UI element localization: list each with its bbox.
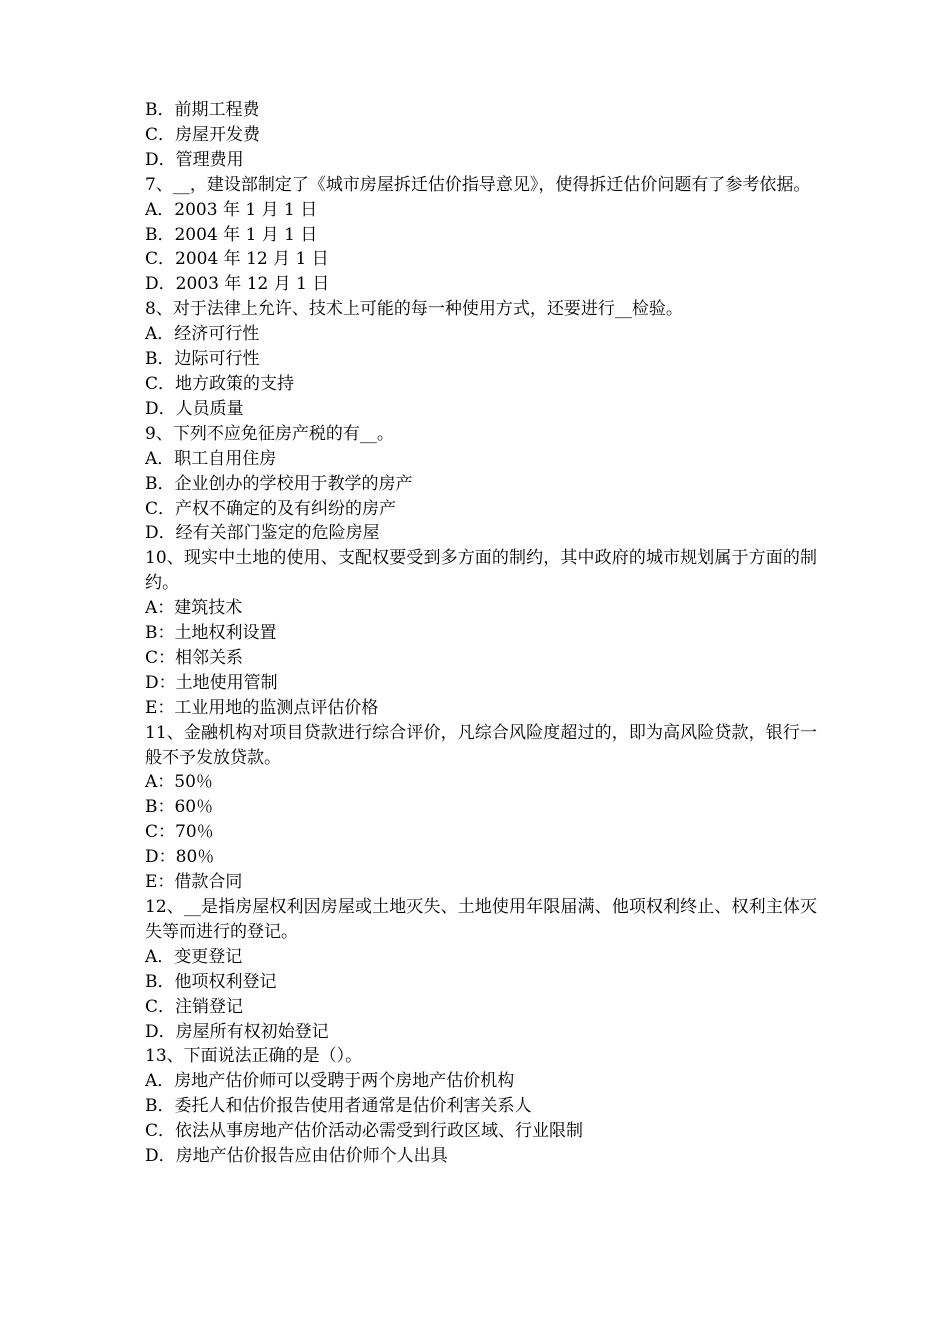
- option-line: D．管理费用: [145, 149, 244, 170]
- option-line: D．房屋所有权初始登记: [145, 1021, 329, 1042]
- option-line: A．2003 年 1 月 1 日: [145, 199, 318, 220]
- option-line: D．房地产估价报告应由估价师个人出具: [145, 1146, 448, 1167]
- option-line: D．2003 年 12 月 1 日: [145, 274, 330, 295]
- option-line: D．人员质量: [145, 398, 244, 419]
- question-text: 8、对于法律上允许、技术上可能的每一种使用方式，还要进行__检验。: [145, 299, 683, 320]
- option-line: A．变更登记: [145, 946, 243, 967]
- question-12: [145, 895, 817, 1044]
- question-text: 9、下列不应免征房产税的有__。: [145, 423, 394, 444]
- question-9: [145, 422, 817, 547]
- option-line: E：借款合同: [145, 872, 243, 893]
- option-line: A．经济可行性: [145, 324, 260, 345]
- option-line: C．注销登记: [145, 996, 244, 1017]
- question-text: 7、__，建设部制定了《城市房屋拆迁估价指导意见》，使得拆迁估价问题有了参考依据。: [145, 174, 811, 195]
- option-line: C．产权不确定的及有纠纷的房产: [145, 498, 397, 519]
- question-11: [145, 721, 817, 895]
- option-line: C．地方政策的支持: [145, 373, 295, 394]
- option-line: C．2004 年 12 月 1 日: [145, 249, 329, 270]
- question-text: 12、__是指房屋权利因房屋或土地灭失、土地使用年限届满、他项权利终止、权利主体灭失等而进行的登记。: [145, 897, 817, 942]
- question-7: [145, 173, 817, 298]
- option-line: B：60％: [145, 797, 214, 818]
- option-line: C．依法从事房地产估价活动必需受到行政区域、行业限制: [145, 1121, 584, 1142]
- question-text: 11、金融机构对项目贷款进行综合评价，凡综合风险度超过的，即为高风险贷款，银行一般不予发放贷款。: [145, 722, 817, 768]
- document-page: [145, 98, 817, 1169]
- option-line: D：80％: [145, 847, 215, 868]
- option-line: B．他项权利登记: [145, 971, 277, 992]
- option-line: C．房屋开发费: [145, 124, 261, 145]
- leading-options: [145, 98, 817, 173]
- option-line: A：建筑技术: [145, 598, 243, 619]
- option-line: C：70％: [145, 822, 214, 843]
- option-line: D：土地使用管制: [145, 672, 278, 693]
- option-line: D．经有关部门鉴定的危险房屋: [145, 523, 380, 544]
- question-8: [145, 297, 817, 422]
- option-line: B．2004 年 1 月 1 日: [145, 224, 318, 245]
- option-line: C：相邻关系: [145, 647, 244, 668]
- question-13: [145, 1044, 817, 1169]
- option-line: A．职工自用住房: [145, 448, 277, 469]
- option-line: A．房地产估价师可以受聘于两个房地产估价机构: [145, 1071, 515, 1092]
- option-line: B．企业创办的学校用于教学的房产: [145, 473, 413, 494]
- option-line: B．边际可行性: [145, 349, 260, 370]
- option-line: B．委托人和估价报告使用者通常是估价利害关系人: [145, 1096, 532, 1117]
- question-10: [145, 546, 817, 720]
- question-text: 13、下面说法正确的是（）。: [145, 1046, 363, 1067]
- option-line: A：50％: [145, 772, 213, 793]
- question-text: 10、现实中土地的使用、支配权要受到多方面的制约，其中政府的城市规划属于方面的制约。: [145, 548, 817, 594]
- option-line: E：工业用地的监测点评估价格: [145, 697, 379, 718]
- option-line: B：土地权利设置: [145, 623, 277, 644]
- option-line: B．前期工程费: [145, 100, 260, 120]
